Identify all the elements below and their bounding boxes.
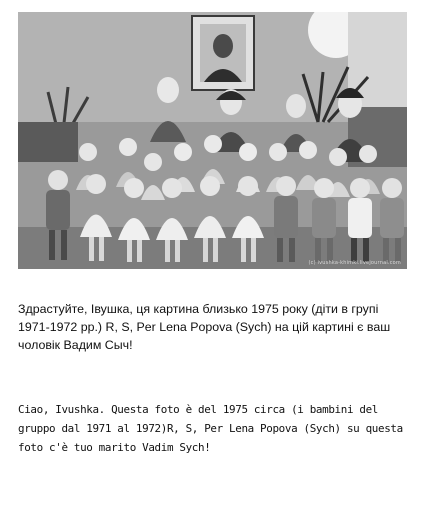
caption-italian: Ciao, Ivushka. Questa foto è del 1975 circa (i bambini del gruppo dal 1971 al 1972)R, S, Per Lena Popova (Sych) su questa foto c'è tuo marito Vadim Sych!	[18, 403, 403, 454]
caption-ukrainian: Здрастуйте, Івушка, ця картина близько 1975 року (діти в групі 1971-1972 рр.) R, S, Per Lena Popova (Sych) на цій картині є ваш чоловік Вадим Сыч!	[18, 302, 391, 352]
group-photo	[18, 12, 407, 269]
photo-illustration	[18, 12, 407, 269]
photo-watermark: (c) ivushka-khimki.livejournal.com	[308, 260, 401, 266]
